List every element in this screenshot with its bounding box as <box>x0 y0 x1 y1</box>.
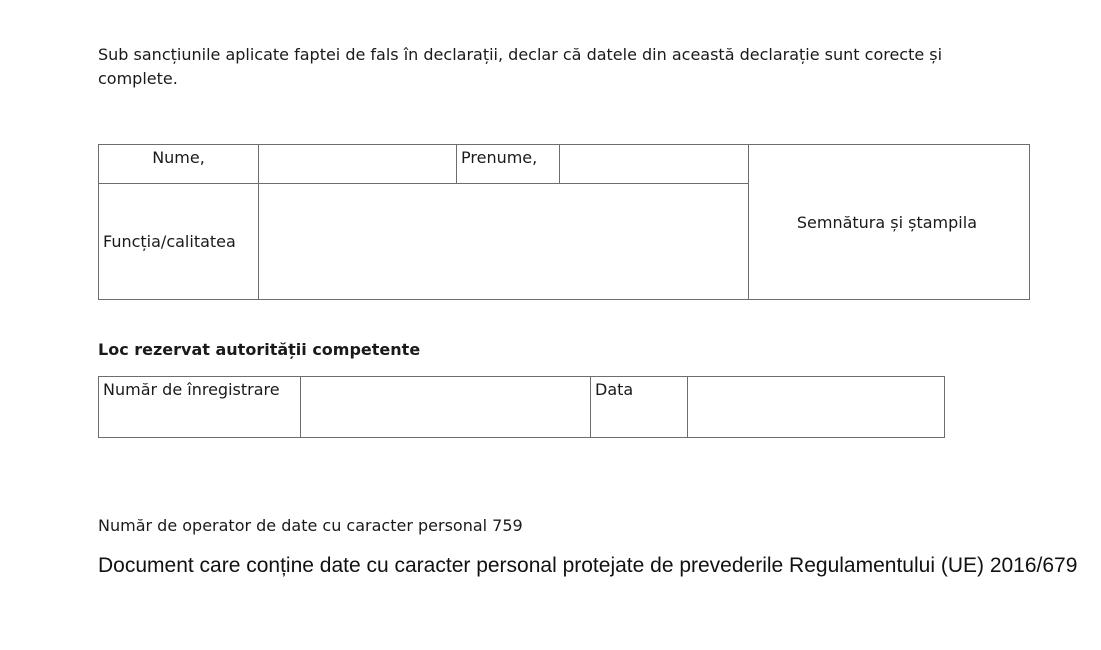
name-label: Nume, <box>99 145 259 184</box>
role-field[interactable] <box>259 184 749 300</box>
data-operator-number: Număr de operator de date cu caracter personal 759 <box>98 516 523 535</box>
authority-heading: Loc rezervat autorității competente <box>98 340 421 359</box>
name-field[interactable] <box>259 145 457 184</box>
registration-number-label: Număr de înregistrare <box>99 377 301 438</box>
signature-stamp-label: Semnătura și ștampila <box>796 212 977 232</box>
registration-number-field[interactable] <box>301 377 591 438</box>
date-label: Data <box>591 377 688 438</box>
role-label: Funcția/calitatea <box>99 184 259 300</box>
gdpr-notice: Document care conține date cu caracter personal protejate de prevederile Regulamentului (UE) 2016/679 <box>98 554 1078 577</box>
declaration-statement: Sub sancțiunile aplicate faptei de fals în declarații, declar că datele din această declarație sunt corecte și complete. <box>98 45 943 88</box>
signature-table <box>98 144 1030 300</box>
authority-table <box>98 376 945 438</box>
first-name-label: Prenume, <box>457 145 560 184</box>
signature-stamp-cell[interactable] <box>749 145 1030 300</box>
date-field[interactable] <box>688 377 945 438</box>
first-name-field[interactable] <box>560 145 749 184</box>
